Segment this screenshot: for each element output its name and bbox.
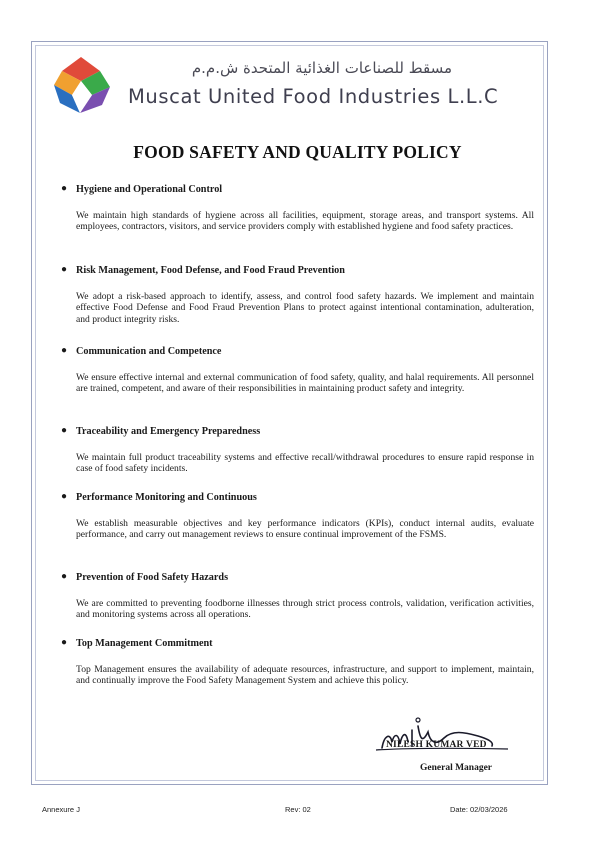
section-heading: Top Management Commitment xyxy=(76,638,213,649)
handwritten-signature-icon xyxy=(368,712,518,762)
section-heading: Traceability and Emergency Preparedness xyxy=(76,426,261,437)
section-body: Top Management ensures the availability of adequate resources, infrastructure, and support to implement, maintain, and continually improve the Food Safety Management System and achieve this policy. xyxy=(76,664,534,687)
policy-section-risk-management xyxy=(58,264,538,325)
policy-section-hazard-prevention xyxy=(58,571,538,621)
section-body: We are committed to preventing foodborne illnesses through strict process controls, validation, verification activities, and monitoring systems across all operations. xyxy=(76,598,534,621)
footer-revision: Rev: 02 xyxy=(285,805,311,814)
company-logo-icon xyxy=(50,55,112,117)
bullet-icon: ● xyxy=(61,345,68,356)
section-heading: Performance Monitoring and Continuous xyxy=(76,492,257,503)
policy-section-hygiene xyxy=(58,183,538,233)
policy-section-communication xyxy=(58,345,538,395)
section-heading: Hygiene and Operational Control xyxy=(76,184,223,195)
bullet-icon: ● xyxy=(61,491,68,502)
section-body: We establish measurable objectives and key performance indicators (KPIs), conduct internal audits, evaluate performance, and carry out management reviews to ensure continual improvement of the FSMS. xyxy=(76,518,534,541)
bullet-icon: ● xyxy=(61,183,68,194)
signature-block xyxy=(368,712,518,782)
section-heading: Communication and Competence xyxy=(76,346,222,357)
footer-date: Date: 02/03/2026 xyxy=(450,805,508,814)
signatory-role: General Manager xyxy=(420,763,493,773)
policy-section-performance-monitoring xyxy=(58,491,538,541)
bullet-icon: ● xyxy=(61,637,68,648)
section-body: We maintain full product traceability systems and effective recall/withdrawal procedures to ensure rapid response in case of food safety incidents. xyxy=(76,452,534,475)
letterhead xyxy=(50,55,530,120)
bullet-icon: ● xyxy=(61,264,68,275)
page-title: FOOD SAFETY AND QUALITY POLICY xyxy=(133,142,462,162)
company-name-english: Muscat United Food Industries L.L.C xyxy=(128,85,499,108)
signatory-name: NILESH KUMAR VED xyxy=(386,740,487,750)
section-body: We adopt a risk-based approach to identify, assess, and control food safety hazards. We implement and maintain effective Food Defense and Food Fraud Prevention Plans to protect against intentional contamination, adulteration, and product integrity risks. xyxy=(76,291,534,325)
section-body: We maintain high standards of hygiene across all facilities, equipment, storage areas, and transport systems. All employees, contractors, visitors, and service providers comply with established hygiene and food safety practices. xyxy=(76,210,534,233)
section-heading: Risk Management, Food Defense, and Food Fraud Prevention xyxy=(76,265,345,276)
bullet-icon: ● xyxy=(61,571,68,582)
company-name-arabic: مسقط للصناعات الغذائية المتحدة ش.م.م xyxy=(191,59,452,77)
policy-section-traceability xyxy=(58,425,538,475)
section-heading: Prevention of Food Safety Hazards xyxy=(76,572,229,583)
section-body: We ensure effective internal and external communication of food safety, quality, and halal requirements. All personnel are trained, competent, and aware of their responsibilities in maintaining product safety and integrity. xyxy=(76,372,534,395)
bullet-icon: ● xyxy=(61,425,68,436)
footer-annexure: Annexure J xyxy=(42,805,80,814)
policy-section-management-commitment xyxy=(58,637,538,687)
